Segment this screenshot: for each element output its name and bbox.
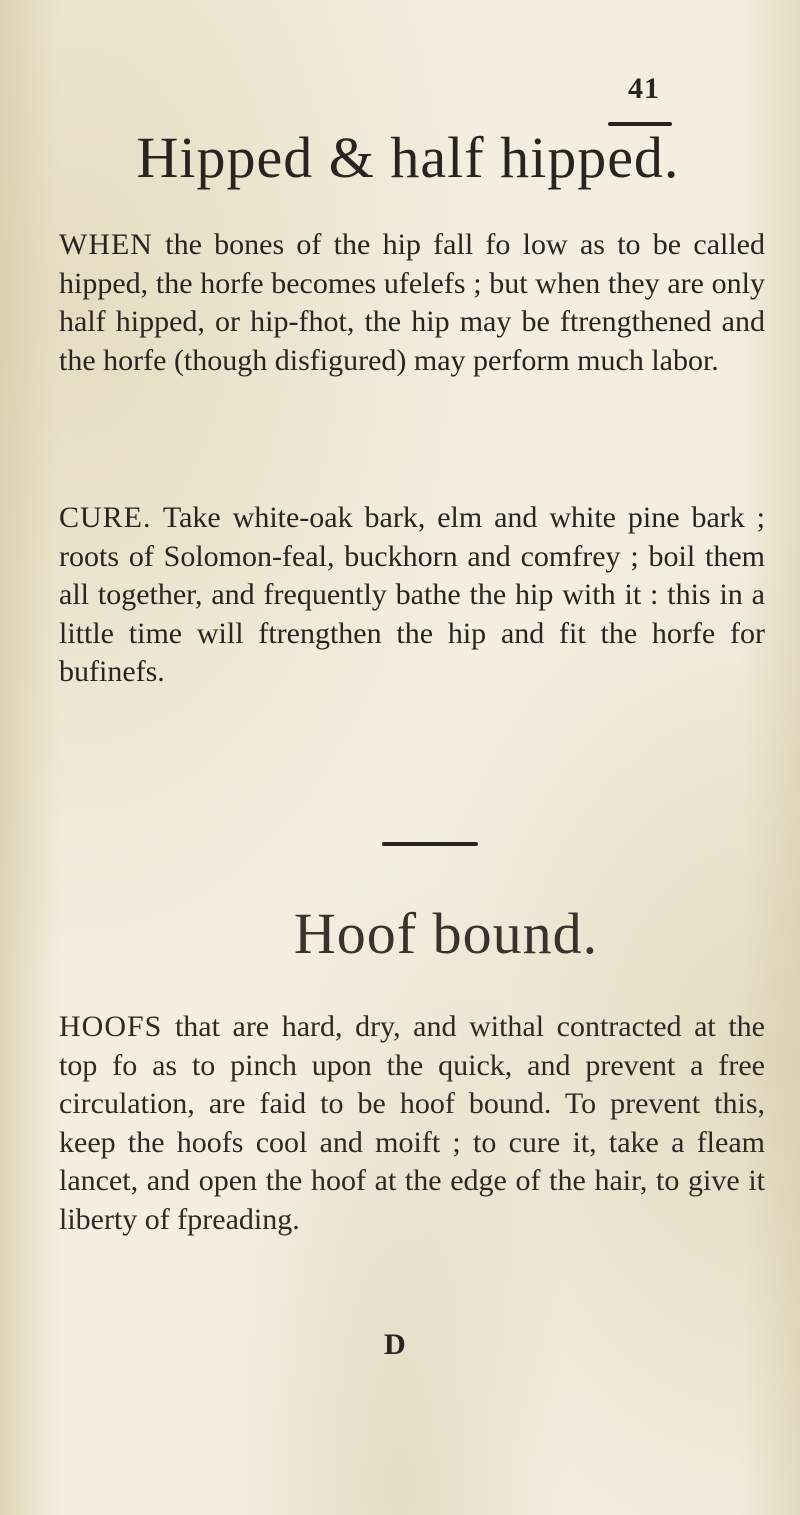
paragraph-hipped-description bbox=[59, 226, 765, 380]
section-divider-rule bbox=[382, 842, 478, 846]
signature-mark: D bbox=[384, 1328, 406, 1361]
paragraph-body: the bones of the hip fall fo low as to be called hipped, the horfe becomes ufelefs ; but when they are only half hipped, or hip-fhot, the hip may be ftrengthened and the horfe (though disfigured) may perform much labor. bbox=[59, 228, 765, 377]
paragraph-body: that are hard, dry, and withal contracted at the top fo as to pinch upon the quick, and prevent a free circulation, are faid to be hoof bound. To prevent this, keep the hoofs cool and moift ; to cure it, take a fleam lancet, and open the hoof at the edge of the hair, to give it liberty of fpreading. bbox=[59, 1010, 765, 1236]
section-heading-hoof-bound: Hoof bound. bbox=[293, 901, 599, 966]
paragraph-lead-word: CURE. bbox=[59, 501, 152, 534]
paragraph-lead-word: HOOFS bbox=[59, 1010, 163, 1043]
paragraph-hoof-bound bbox=[59, 1008, 765, 1239]
paragraph-lead-word: WHEN bbox=[59, 228, 153, 261]
paragraph-hipped-cure bbox=[59, 499, 765, 692]
section-heading-hipped: Hipped & half hipped. bbox=[136, 125, 680, 190]
paragraph-body: Take white-oak bark, elm and white pine bark ; roots of Solomon-feal, buckhorn and comfrey ; boil them all together, and frequently bathe the hip with it : this in a little time will ftrengthen the hip and fit the horfe for bufinefs. bbox=[59, 501, 765, 688]
page-number: 41 bbox=[628, 72, 660, 105]
